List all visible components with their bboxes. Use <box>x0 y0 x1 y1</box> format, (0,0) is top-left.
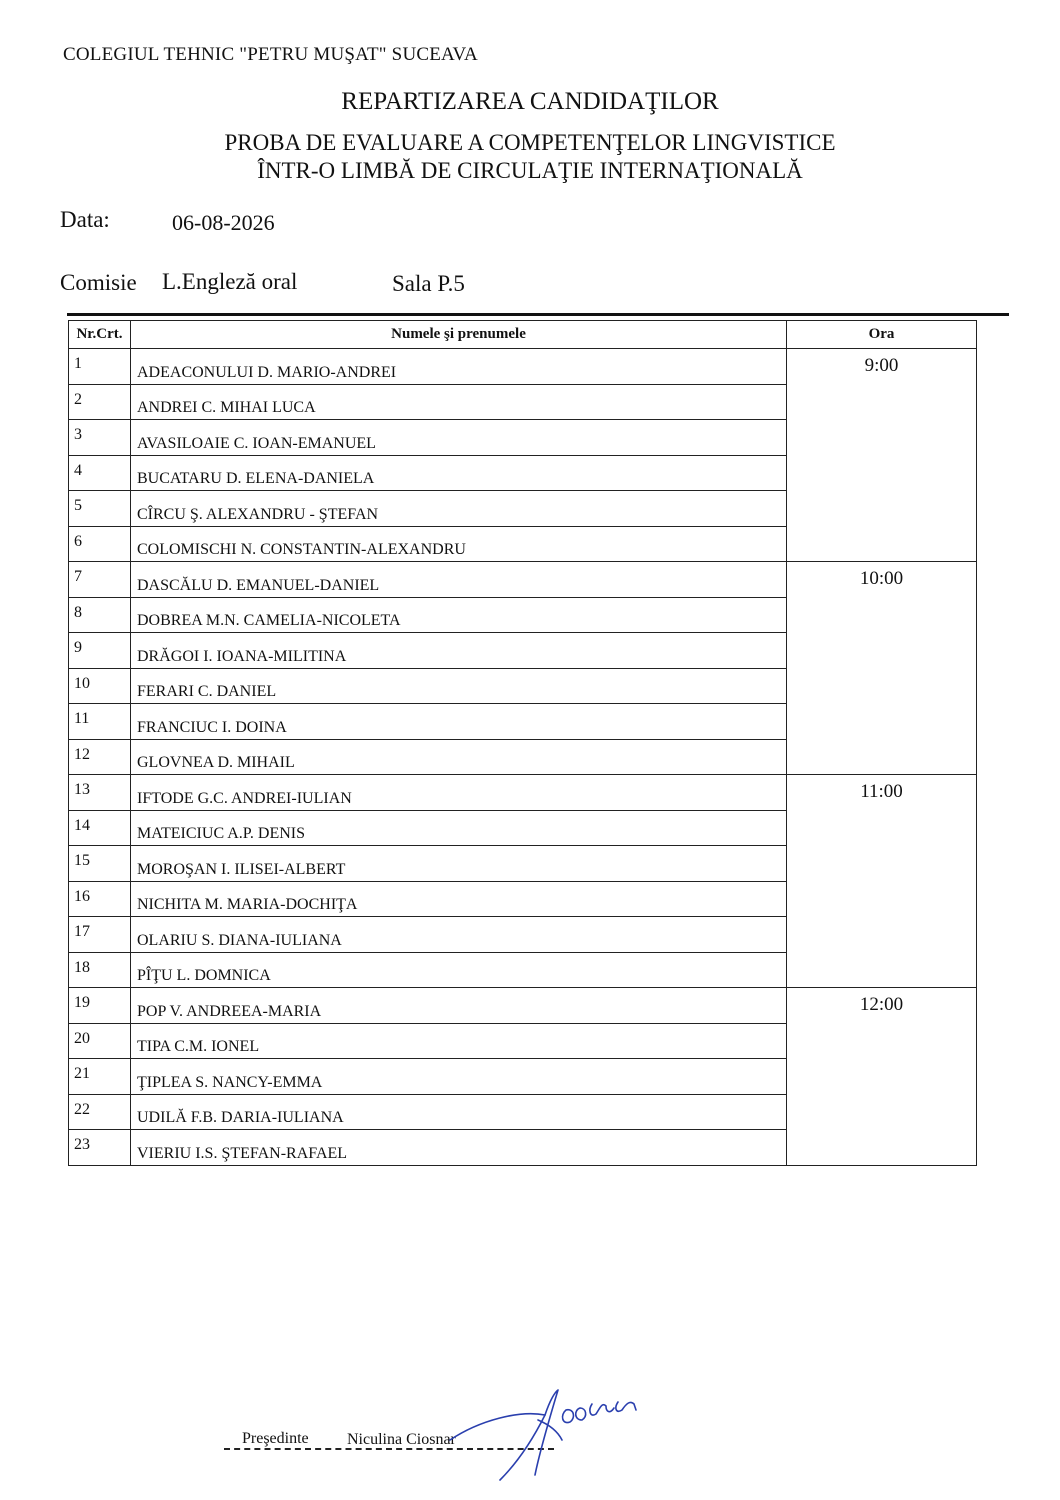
row-number: 9 <box>69 633 131 669</box>
table-body <box>69 349 977 1166</box>
school-name: COLEGIUL TEHNIC "PETRU MUŞAT" SUCEAVA <box>63 44 478 65</box>
time-slot: 11:00 <box>787 775 977 988</box>
column-header-name: Numele şi prenumele <box>131 321 787 349</box>
candidate-name: DASCĂLU D. EMANUEL-DANIEL <box>131 562 787 598</box>
candidate-name: DOBREA M.N. CAMELIA-NICOLETA <box>131 597 787 633</box>
handwritten-signature <box>440 1380 660 1485</box>
commission-label: Comisie <box>60 270 137 295</box>
candidate-name: ANDREI C. MIHAI LUCA <box>131 384 787 420</box>
candidate-name: VIERIU I.S. ŞTEFAN-RAFAEL <box>131 1130 787 1166</box>
date-value: 06-08-2026 <box>172 210 275 235</box>
table-row <box>69 562 977 598</box>
row-number: 21 <box>69 1059 131 1095</box>
candidate-name: TIPA C.M. IONEL <box>131 1023 787 1059</box>
column-header-nr: Nr.Crt. <box>69 321 131 349</box>
row-number: 8 <box>69 597 131 633</box>
row-number: 11 <box>69 704 131 740</box>
row-number: 10 <box>69 668 131 704</box>
row-number: 12 <box>69 739 131 775</box>
row-number: 3 <box>69 420 131 456</box>
time-slot: 12:00 <box>787 988 977 1166</box>
room-label: Sala P.5 <box>392 271 465 296</box>
row-number: 17 <box>69 917 131 953</box>
table-row <box>69 988 977 1024</box>
candidate-name: FRANCIUC I. DOINA <box>131 704 787 740</box>
row-number: 18 <box>69 952 131 988</box>
candidate-name: OLARIU S. DIANA-IULIANA <box>131 917 787 953</box>
subtitle-line-2: ÎNTR-O LIMBĂ DE CIRCULAŢIE INTERNAŢIONALĂ <box>257 158 803 183</box>
signer-role: Preşedinte <box>242 1430 309 1447</box>
row-number: 15 <box>69 846 131 882</box>
time-slot: 10:00 <box>787 562 977 775</box>
candidate-name: ŢIPLEA S. NANCY-EMMA <box>131 1059 787 1095</box>
candidate-name: BUCATARU D. ELENA-DANIELA <box>131 455 787 491</box>
candidate-name: GLOVNEA D. MIHAIL <box>131 739 787 775</box>
candidate-name: MATEICIUC A.P. DENIS <box>131 810 787 846</box>
candidate-name: DRĂGOI I. IOANA-MILITINA <box>131 633 787 669</box>
row-number: 5 <box>69 491 131 527</box>
row-number: 23 <box>69 1130 131 1166</box>
table-row <box>69 775 977 811</box>
row-number: 20 <box>69 1023 131 1059</box>
candidate-name: PÎŢU L. DOMNICA <box>131 952 787 988</box>
row-number: 13 <box>69 775 131 811</box>
row-number: 16 <box>69 881 131 917</box>
signer-name: Niculina Ciosnar <box>347 1431 456 1448</box>
candidate-name: NICHITA M. MARIA-DOCHIŢA <box>131 881 787 917</box>
subtitle-line-1: PROBA DE EVALUARE A COMPETENŢELOR LINGVISTICE <box>224 130 836 155</box>
candidate-name: UDILĂ F.B. DARIA-IULIANA <box>131 1094 787 1130</box>
candidate-name: AVASILOAIE C. IOAN-EMANUEL <box>131 420 787 456</box>
row-number: 7 <box>69 562 131 598</box>
commission-value: L.Engleză oral <box>162 269 298 294</box>
row-number: 4 <box>69 455 131 491</box>
row-number: 14 <box>69 810 131 846</box>
candidate-name: MOROŞAN I. ILISEI-ALBERT <box>131 846 787 882</box>
date-label: Data: <box>60 207 110 232</box>
header-divider <box>67 313 1009 316</box>
row-number: 1 <box>69 349 131 385</box>
row-number: 19 <box>69 988 131 1024</box>
candidate-name: IFTODE G.C. ANDREI-IULIAN <box>131 775 787 811</box>
column-header-time: Ora <box>787 321 977 349</box>
candidate-name: CÎRCU Ş. ALEXANDRU - ŞTEFAN <box>131 491 787 527</box>
candidate-name: FERARI C. DANIEL <box>131 668 787 704</box>
table-header-row <box>69 321 977 349</box>
row-number: 6 <box>69 526 131 562</box>
row-number: 2 <box>69 384 131 420</box>
candidate-name: COLOMISCHI N. CONSTANTIN-ALEXANDRU <box>131 526 787 562</box>
page-title: REPARTIZAREA CANDIDAŢILOR <box>341 88 719 115</box>
candidates-table <box>68 320 977 1166</box>
table-row <box>69 349 977 385</box>
time-slot: 9:00 <box>787 349 977 562</box>
candidate-name: POP V. ANDREEA-MARIA <box>131 988 787 1024</box>
row-number: 22 <box>69 1094 131 1130</box>
candidate-name: ADEACONULUI D. MARIO-ANDREI <box>131 349 787 385</box>
